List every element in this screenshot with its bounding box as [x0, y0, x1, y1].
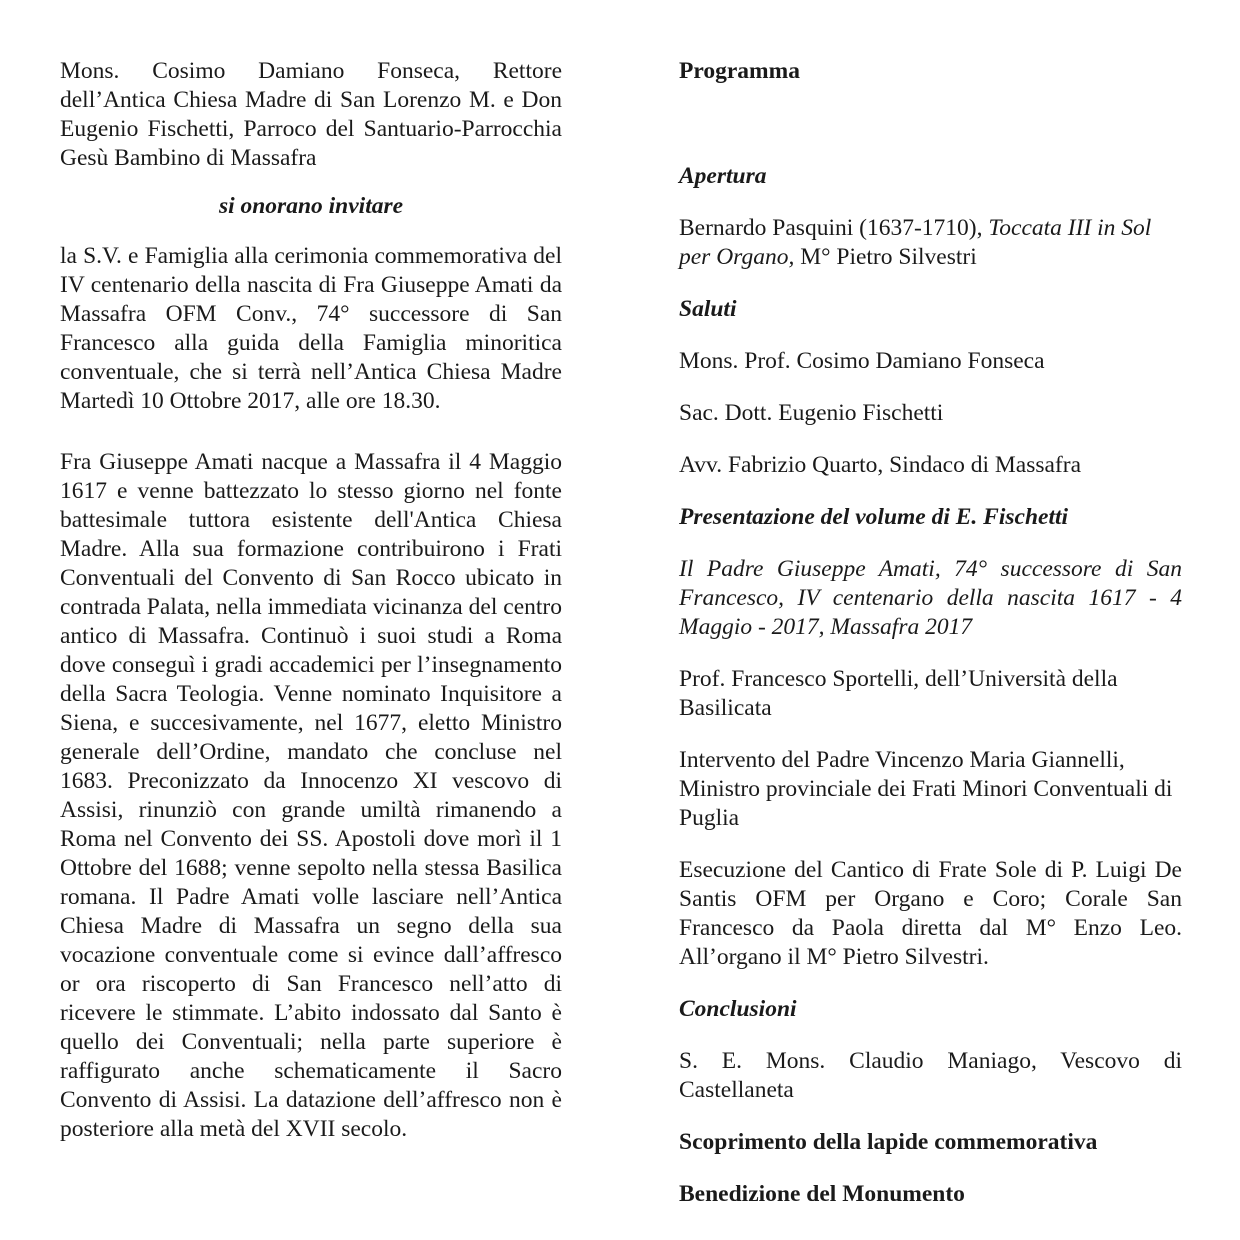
left-column	[60, 57, 562, 1144]
apertura-performer: M° Pietro Silvestri	[794, 244, 977, 270]
saluti-heading: Saluti	[679, 296, 737, 322]
saluti-item: Sac. Dott. Eugenio Fischetti	[679, 400, 944, 426]
intervento-line: Intervento del Padre Vincenzo Maria Giannelli, Ministro provinciale dei Frati Minori Conventuali di Puglia	[679, 747, 1173, 831]
conclusioni-text: S. E. Mons. Claudio Maniago, Vescovo di Castellaneta	[679, 1048, 1182, 1103]
saluti-item: Avv. Fabrizio Quarto, Sindaco di Massafra	[679, 452, 1082, 478]
esecuzione-line: Esecuzione del Cantico di Frate Sole di P. Luigi De Santis OFM per Organo e Coro; Corale San Francesco da Paola diretta dal M° Enzo Leo. All’organo il M° Pietro Silvestri.	[679, 857, 1182, 970]
ceremony-paragraph: la S.V. e Famiglia alla cerimonia commemorativa del IV centenario della nascita di Fra Giuseppe Amati da Massafra OFM Conv., 74° successore di San Francesco alla guida della Famiglia minoritica conventuale, che si terrà nell’Antica Chiesa Madre Martedì 10 Ottobre 2017, alle ore 18.30.	[60, 243, 562, 414]
apertura-heading: Apertura	[679, 163, 767, 189]
hosts-paragraph: Mons. Cosimo Damiano Fonseca, Rettore dell’Antica Chiesa Madre di San Lorenzo M. e Don Eugenio Fischetti, Parroco del Santuario-Parrocchia Gesù Bambino di Massafra	[60, 58, 562, 171]
biography-paragraph: Fra Giuseppe Amati nacque a Massafra il 4 Maggio 1617 e venne battezzato lo stesso giorno nel fonte battesimale tuttora esistente dell'Antica Chiesa Madre. Alla sua formazione contribuirono i Frati Conventuali del Convento di San Rocco ubicato in contrada Palata, nella immediata vicinanza del centro antico di Massafra. Continuò i suoi studi a Roma dove conseguì i gradi accademici per l’insegnamento della Sacra Teologia. Venne nominato Inquisitore a Siena, e succesivamente, nel 1677, eletto Ministro generale dell’Ordine, mandato che concluse nel 1683. Preconizzato da Innocenzo XI vescovo di Assisi, rinunziò con grande umiltà rimanendo a Roma nel Convento dei SS. Apostoli dove morì il 1 Ottobre del 1688; venne sepolto nella stessa Basilica romana. Il Padre Amati volle lasciare nell’Antica Chiesa Madre di Massafra un segno della sua vocazione conventuale come si evince dall’affresco or ora riscoperto di San Francesco nell’atto di ricevere le stimmate. L’abito indossato dal Santo è quello dei Conventuali; nella parte superiore è raffigurato anche schematicamente il Sacro Convento di Assisi. La datazione dell’affresco non è posteriore alla metà del XVII secolo.	[60, 449, 562, 1142]
apertura-item	[679, 214, 1182, 272]
scoprimento-line: Scoprimento della lapide commemorativa	[679, 1129, 1098, 1155]
program-title: Programma	[679, 58, 800, 84]
presentazione-heading: Presentazione del volume di E. Fischetti	[679, 504, 1069, 530]
conclusioni-heading: Conclusioni	[679, 996, 797, 1022]
book-title: Il Padre Giuseppe Amati, 74° successore di San Francesco, IV centenario della nascita 1617 - 4 Maggio - 2017, Massafra 2017	[679, 556, 1182, 640]
saluti-item: Mons. Prof. Cosimo Damiano Fonseca	[679, 348, 1045, 374]
invite-line: si onorano invitare	[218, 193, 404, 219]
apertura-work: Toccata III in Sol per Organo,	[679, 215, 1152, 270]
benedizione-line: Benedizione del Monumento	[679, 1181, 965, 1207]
apertura-composer: Bernardo Pasquini (1637-1710),	[679, 215, 989, 241]
speaker-line: Prof. Francesco Sportelli, dell’Università della Basilicata	[679, 666, 1118, 721]
right-column	[679, 57, 1182, 1209]
